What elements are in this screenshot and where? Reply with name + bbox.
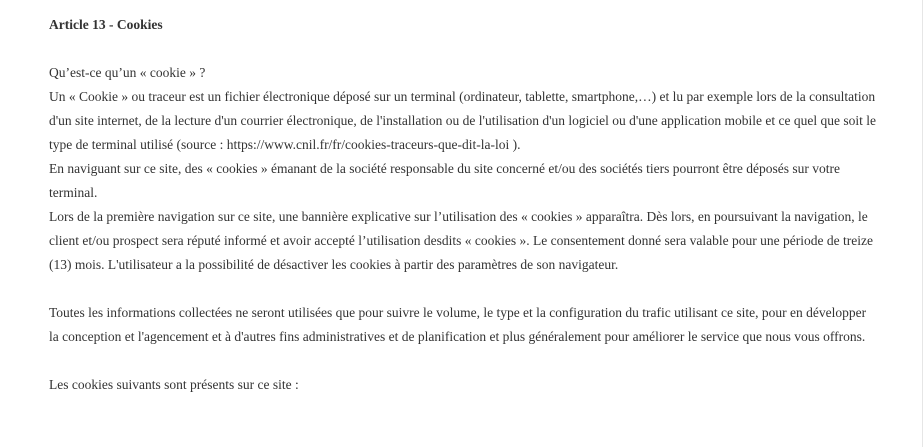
first-visit-paragraph: Lors de la première navigation sur ce site, une bannière explicative sur l’utilisation des « cookies » apparaîtra. Dès lors, en poursuivant la navigation, le client et/ou prospect sera réputé informé et avoir accepté l’utilisation desdits « cookies ». Le consentement donné sera valable pour une période de treize (13) mois. L'utilisateur a la possibilité de désactiver les cookies à partir des paramètres de son navigateur. [49, 209, 873, 272]
article-content [49, 13, 879, 397]
cookies-list-intro: Les cookies suivants sont présents sur ce site : [49, 377, 299, 392]
article-heading: Article 13 - Cookies [49, 17, 163, 32]
navigation-paragraph: En naviguant sur ce site, des « cookies » émanant de la société responsable du site concerné et/ou des sociétés tiers pourront être déposés sur votre terminal. [49, 161, 840, 200]
spacer [49, 37, 879, 61]
cookie-question: Qu’est-ce qu’un « cookie » ? [49, 65, 206, 80]
data-usage-paragraph: Toutes les informations collectées ne seront utilisées que pour suivre le volume, le type et la configuration du trafic utilisant ce site, pour en développer la conception et l'agencement et à d'autres fins administratives et de planification et plus généralement pour améliorer le service que nous vous offrons. [49, 305, 867, 344]
spacer [49, 349, 879, 373]
spacer [49, 277, 879, 301]
cookie-definition-paragraph: Un « Cookie » ou traceur est un fichier électronique déposé sur un terminal (ordinateur, tablette, smartphone,…) et lu par exemple lors de la consultation d'un site internet, de la lecture d'un courrier électronique, de l'installation ou de l'utilisation d'un logiciel ou d'une application mobile et ce quel que soit le type de terminal utilisé (source : https://www.cnil.fr/fr/cookies-traceurs-que-dit-la-loi ). [49, 89, 876, 152]
